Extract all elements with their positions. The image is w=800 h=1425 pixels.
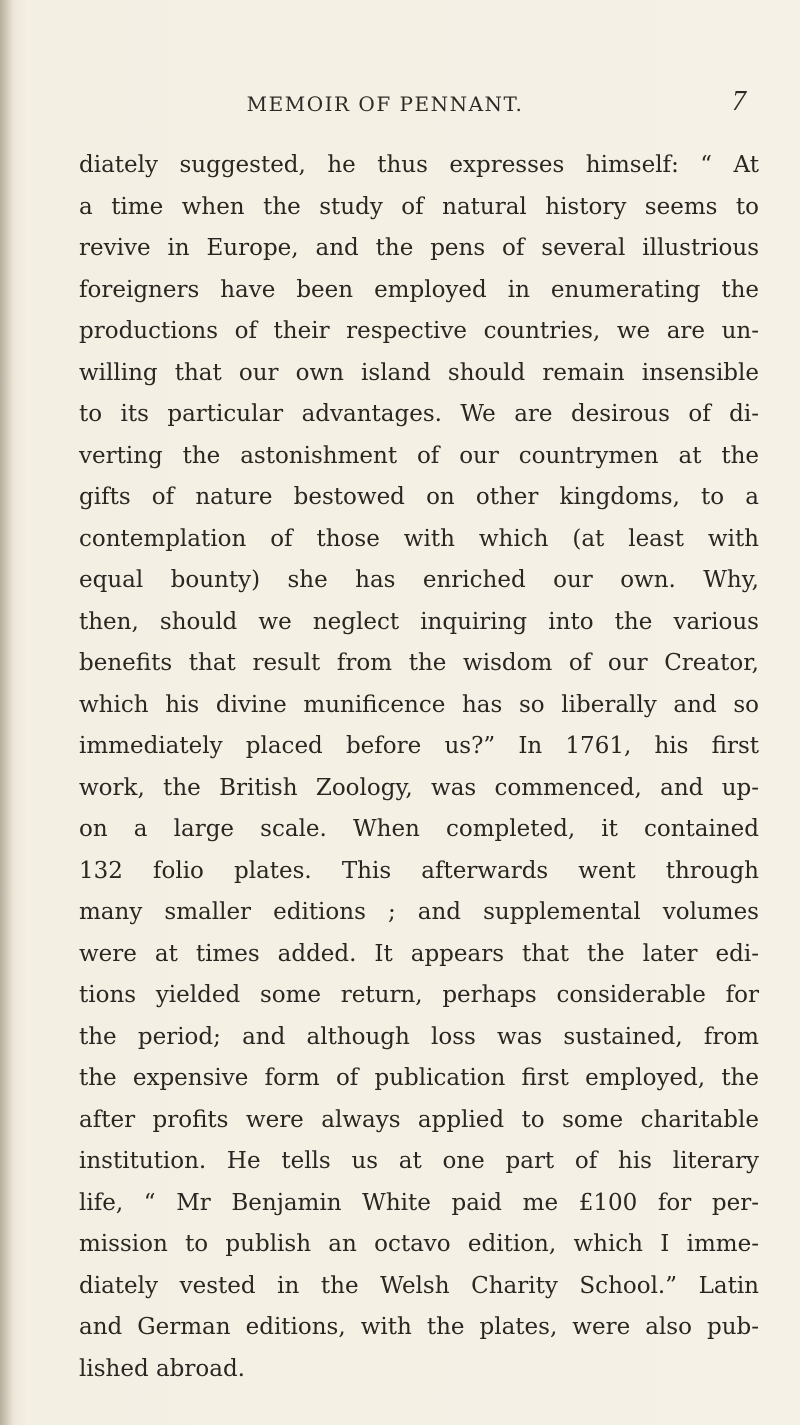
- gutter-shadow: [0, 0, 14, 1425]
- text-line: a time when the study of natural history seems to: [79, 193, 759, 220]
- text-line: which his divine munificence has so liberally and so: [79, 691, 759, 718]
- text-line: institution. He tells us at one part of his literary: [79, 1148, 759, 1174]
- text-line: gifts of nature bestowed on other kingdoms, to a: [79, 484, 759, 510]
- text-line: verting the astonishment of our countrymen at the: [79, 442, 759, 469]
- text-line: immediately placed before us?” In 1761, his first: [79, 733, 759, 759]
- text-line: the expensive form of publication first employed, the: [79, 1065, 759, 1091]
- text-line: on a large scale. When completed, it contained: [79, 816, 759, 842]
- text-line: and German editions, with the plates, were also pub-: [79, 1314, 759, 1340]
- text-line: diately vested in the Welsh Charity School.” Latin: [79, 1272, 759, 1299]
- body-paragraph: [79, 145, 759, 1390]
- text-line: contemplation of those with which (at least with: [79, 525, 759, 552]
- text-line: were at times added. It appears that the later edi-: [79, 940, 759, 967]
- text-line: then, should we neglect inquiring into the various: [79, 608, 759, 635]
- text-line: willing that our own island should remain insensible: [79, 359, 759, 386]
- running-head: [0, 86, 800, 126]
- text-line: tions yielded some return, perhaps considerable for: [79, 982, 759, 1008]
- text-line: productions of their respective countries, we are un-: [79, 318, 759, 344]
- text-line: after profits were always applied to some charitable: [79, 1106, 759, 1133]
- text-line: work, the British Zoology, was commenced, and up-: [79, 774, 759, 801]
- running-head-title: MEMOIR OF PENNANT.: [246, 92, 524, 116]
- text-line: benefits that result from the wisdom of our Creator,: [79, 650, 759, 676]
- text-line-last: lished abroad.: [79, 1355, 245, 1382]
- text-line: many smaller editions ; and supplemental volumes: [79, 899, 759, 925]
- page-number: 7: [732, 86, 746, 117]
- text-line: 132 folio plates. This afterwards went through: [79, 857, 759, 884]
- text-line: to its particular advantages. We are desirous of di-: [79, 401, 759, 427]
- text-line: the period; and although loss was sustained, from: [79, 1023, 759, 1050]
- text-line: revive in Europe, and the pens of several illustrious: [79, 235, 759, 261]
- text-line: equal bounty) she has enriched our own. Why,: [79, 567, 759, 593]
- text-line: life, “ Mr Benjamin White paid me £100 for per-: [79, 1189, 759, 1216]
- text-line: foreigners have been employed in enumerating the: [79, 276, 759, 303]
- text-line: diately suggested, he thus expresses himself: “ At: [79, 152, 759, 178]
- text-line: mission to publish an octavo edition, which I imme-: [79, 1231, 759, 1257]
